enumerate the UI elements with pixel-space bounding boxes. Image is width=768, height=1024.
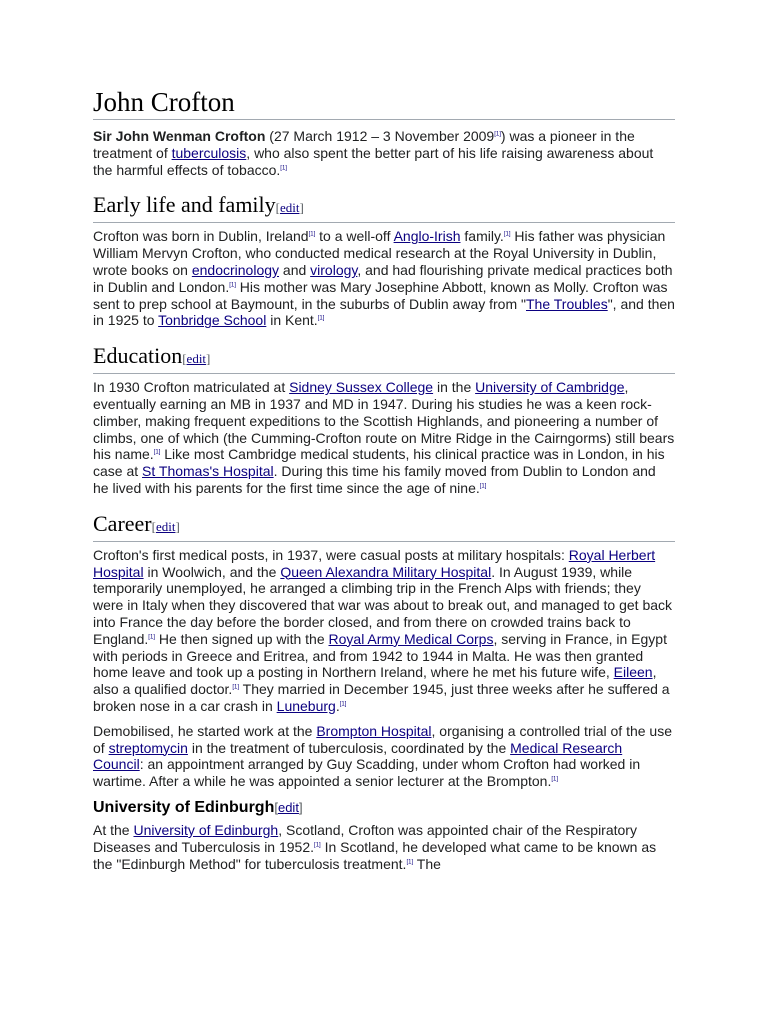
- heading-education: Education[edit]: [93, 343, 675, 374]
- link-royal-army-medical-corps[interactable]: Royal Army Medical Corps: [328, 630, 494, 647]
- link-tuberculosis[interactable]: tuberculosis: [171, 144, 247, 161]
- heading-university-of-edinburgh: University of Edinburgh[edit]: [93, 798, 303, 816]
- link-medical-research-council[interactable]: Medical Research Council: [93, 739, 623, 773]
- edit-section-career[interactable]: [edit]: [151, 518, 180, 534]
- edit-section-edinburgh[interactable]: [edit]: [274, 799, 303, 815]
- citation-ref[interactable]: [1]: [314, 842, 321, 849]
- career-paragraph-2: Demobilised, he started work at the Brompton Hospital, organising a controlled trial of the use of streptomycin in the treatment of tuberculosis, coordinated by the Medical Research Council: an appointment arranged by Guy Scadding, under whom Crofton had worked in wartime. After a while he was appointed a senior lecturer at the Brompton.[1]: [93, 722, 672, 790]
- link-luneburg[interactable]: Luneburg: [276, 697, 336, 714]
- heading-early-life: Early life and family[edit]: [93, 192, 675, 223]
- link-queen-alexandra-hospital[interactable]: Queen Alexandra Military Hospital: [280, 563, 492, 580]
- article: [93, 80, 675, 880]
- heading-career: Career[edit]: [93, 511, 675, 542]
- citation-ref[interactable]: [1]: [551, 776, 559, 783]
- edit-link[interactable]: edit: [277, 799, 299, 815]
- citation-ref[interactable]: [1]: [148, 634, 155, 641]
- education-paragraph: In 1930 Crofton matriculated at Sidney Sussex College in the University of Cambridge, eventually earning an MB in 1937 and MD in 1947. During his studies he was a keen rock-climber, making frequent expeditions to the Scottish Highlands, and pioneering a number of climbs, one of which (the Cumming-Crofton route on Mitre Ridge in the Cairngorms) still bears his name.[1] Like most Cambridge medical students, his clinical practice was in London, in his case at St Thomas's Hospital. During this time his family moved from Dublin to London and he lived with his parents for the first time since the age of nine.[1]: [93, 379, 675, 496]
- link-eileen[interactable]: Eileen: [613, 664, 653, 681]
- citation-ref[interactable]: [1]: [229, 282, 236, 289]
- edinburgh-paragraph: At the University of Edinburgh, Scotland, Crofton was appointed chair of the Respiratory Diseases and Tuberculosis in 1952.[1] In Scotland, he developed what came to be known as the "Edinburgh Method" for tuberculosis treatment.[1] The: [93, 821, 657, 872]
- intro-paragraph: Sir John Wenman Crofton (27 March 1912 – 3 November 2009[1]) was a pioneer in the treatment of tuberculosis, who also spent the better part of his life raising awareness about the harmful effects of tobacco.[1]: [93, 128, 654, 178]
- link-university-of-cambridge[interactable]: University of Cambridge: [475, 379, 625, 396]
- citation-ref[interactable]: [1]: [280, 164, 287, 171]
- citation-ref[interactable]: [1]: [406, 858, 414, 865]
- citation-ref[interactable]: [1]: [308, 231, 316, 238]
- edit-link[interactable]: edit: [186, 351, 207, 367]
- subject-name: Sir John Wenman Crofton: [93, 128, 266, 144]
- link-royal-herbert-hospital[interactable]: Royal Herbert Hospital: [93, 546, 656, 580]
- edit-link[interactable]: edit: [155, 518, 176, 534]
- link-the-troubles[interactable]: The Troubles: [525, 295, 608, 312]
- link-anglo-irish[interactable]: Anglo-Irish: [393, 228, 461, 245]
- edit-section-education[interactable]: [edit]: [182, 351, 211, 367]
- early-life-paragraph: Crofton was born in Dublin, Ireland[1] to a well-off Anglo-Irish family.[1] His father was physician William Mervyn Crofton, who conducted medical research at the Royal University in Dublin, wrote books on endocrinology and virology, and had flourishing private medical practices both in Dublin and London.[1] His mother was Mary Josephine Abbott, known as Molly. Crofton was sent to prep school at Baymount, in the suburbs of Dublin away from "The Troubles", and then in 1925 to Tonbridge School in Kent.[1]: [93, 228, 675, 329]
- link-tonbridge-school[interactable]: Tonbridge School: [158, 312, 267, 329]
- citation-ref[interactable]: [1]: [232, 684, 239, 691]
- citation-ref[interactable]: [1]: [153, 449, 161, 456]
- citation-ref[interactable]: [1]: [503, 231, 511, 238]
- link-st-thomas-hospital[interactable]: St Thomas's Hospital: [142, 463, 274, 480]
- citation-ref[interactable]: [1]: [339, 701, 347, 708]
- link-virology[interactable]: virology: [310, 261, 358, 278]
- edit-link[interactable]: edit: [280, 200, 300, 216]
- link-university-of-edinburgh[interactable]: University of Edinburgh: [133, 821, 279, 838]
- edit-section-early-life[interactable]: [edit]: [275, 200, 304, 216]
- link-streptomycin[interactable]: streptomycin: [108, 739, 188, 756]
- career-paragraph-1: Crofton's first medical posts, in 1937, were casual posts at military hospitals: Royal Herbert Hospital in Woolwich, and the Queen Alexandra Military Hospital. In August 1939, while temporarily unemployed, he arranged a climbing trip in the French Alps with friends; they were in Italy when they discovered that war was about to break out, and managed to get back into France the day before the border closed, and from there on crowded trains back to England.[1] He then signed up with the Royal Army Medical Corps, serving in France, in Egypt with periods in Greece and Eritrea, and from 1942 to 1944 in Malta. He was then granted home leave and took up a posting in Northern Ireland, where he met his future wife, Eileen, also a qualified doctor.[1] They married in December 1945, just three weeks after he suffered a broken nose in a car crash in Luneburg.[1]: [93, 546, 673, 714]
- link-sidney-sussex-college[interactable]: Sidney Sussex College: [289, 379, 434, 396]
- link-endocrinology[interactable]: endocrinology: [191, 261, 280, 278]
- citation-ref[interactable]: [1]: [317, 315, 325, 322]
- citation-ref[interactable]: [1]: [494, 131, 501, 138]
- citation-ref[interactable]: [1]: [479, 483, 487, 490]
- link-brompton-hospital[interactable]: Brompton Hospital: [316, 722, 432, 739]
- page-title: John Crofton: [93, 86, 675, 120]
